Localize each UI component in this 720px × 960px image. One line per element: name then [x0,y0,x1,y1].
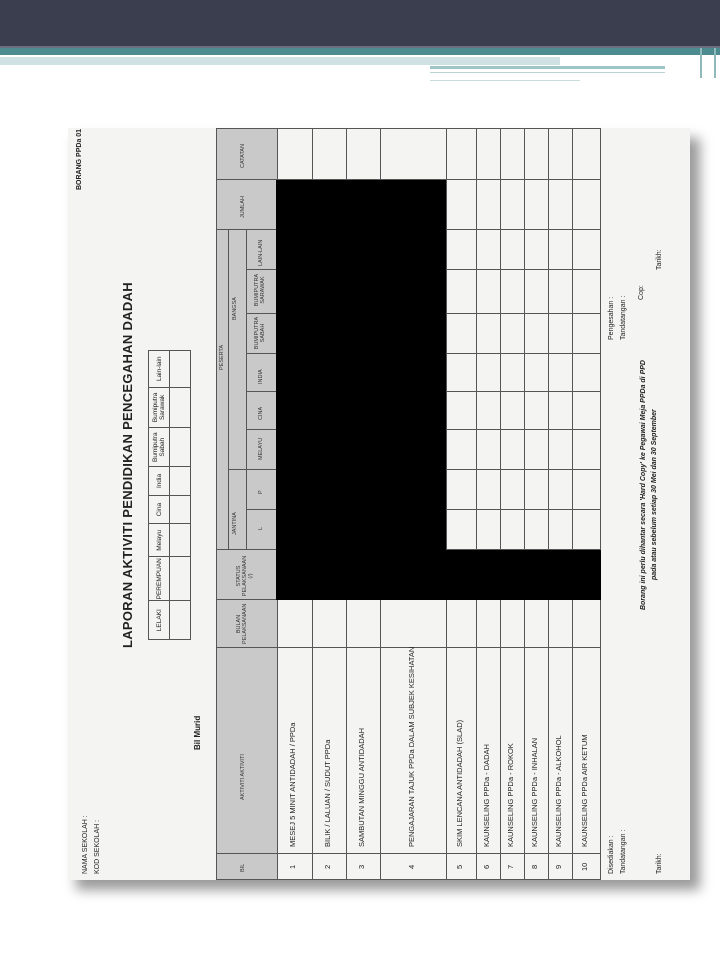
row-label: KAUNSELING PPDa - ALKOHOL [554,735,563,847]
col-jantina-header: JANTINA [232,512,238,535]
row-label: KAUNSELING PPDa - DADAH [482,744,491,847]
col-l-header: L [258,526,264,530]
slide-header-bar [0,0,720,46]
col-cina-header: CINA [258,406,264,420]
slide-header-accent-light [0,57,560,65]
cina-header: Cina [149,495,170,524]
date-right-label: Tarikh: [656,249,663,270]
col-status-header: STATUS PELAKSANAAN (/) [236,555,254,597]
col-bumiputra-sarawak-header: BUMIPUTRA SARAWAK [254,273,266,307]
row-number: 6 [482,864,491,869]
prepared-by-label: Disediakan : [608,835,615,874]
col-peserta-header: PESERTA [219,344,225,370]
col-aktiviti-header: AKTIVITI AKTIVITI [240,754,246,800]
table-header-band [216,128,278,880]
row-label: PENGAJARAN TAJUK PPDa DALAM SUBJEK KESIHATAN [407,646,416,847]
table-row [548,128,573,879]
student-count-table [148,350,191,640]
school-code-label: KOD SEKOLAH : [94,819,101,874]
slide-header-accent [0,48,720,55]
row-number: 1 [288,864,297,869]
row-label: BILIK / LALUAN / SUDUT PPDa [323,739,332,847]
col-jumlah-header: JUMLAH [240,195,246,218]
row-number: 2 [323,864,332,869]
form-title: LAPORAN AKTIVITI PENDIDIKAN PENCEGAHAN DADAH [120,282,135,648]
table-row [524,128,549,879]
scanned-form-page [68,128,690,880]
col-bangsa-header: BANGSA [232,297,238,320]
signature-left-label: Tandatangan : [620,829,627,874]
stamp-label: Cop: [638,285,645,300]
india-header: India [149,467,170,496]
slide-side-ornament [700,48,716,78]
col-p-header: P [258,490,264,494]
table-row [446,128,477,879]
table-row [572,128,601,879]
row-number: 10 [580,862,589,871]
bil-murid-label: Bil Murid [193,715,202,750]
table-row [500,128,525,879]
row-label: MESEJ 5 MINIT ANTIDADAH / PPDa [288,722,297,847]
col-india-header: INDIA [258,369,264,384]
col-catatan-header: CATATAN [240,143,246,168]
footnote-line-2: pada atau sebelum setiap 30 Mei dan 30 September [651,409,658,580]
row-label: KAUNSELING PPDa AIR KETUM [580,734,589,847]
col-bil-header: BIL [240,863,246,872]
lain-lain-header: Lain-lain [149,351,170,388]
signature-right-label: Tandatangan : [620,295,627,340]
row-number: 3 [357,864,366,869]
row-label: KAUNSELING PPDa - INHALAN [530,737,539,847]
footnote-line-1: Borang ini perlu dihantar secara 'Hard Copy' ke Pegawai Meja PPDa di PPD [640,360,647,610]
row-number: 4 [407,864,416,869]
rotated-form [68,128,690,880]
row-number: 7 [506,864,515,869]
activity-table-area [216,128,601,880]
table-row [476,128,501,879]
slide-header-rule-short [430,80,580,81]
slide-header-rule [430,66,665,69]
row-number: 5 [455,864,464,869]
bumiputra-sabah-header: Bumiputra Sabah [149,428,170,467]
row-label: SKIM LENCANA ANTIDADAH (SLAD) [455,719,464,847]
col-bumiputra-sabah-header: BUMIPUTRA SABAH [254,316,266,350]
redacted-block-lower [446,550,601,600]
slide-header-rule-thin [430,72,665,73]
date-left-label: Tarikh: [656,853,663,874]
row-number: 8 [530,864,539,869]
school-name-label: NAMA SEKOLAH : [82,815,89,874]
bumiputra-sarawak-header: Bumiputra Sarawak [149,387,170,428]
redacted-block-upper [276,180,446,600]
row-number: 9 [554,864,563,869]
col-melayu-header: MELAYU [258,437,264,460]
lelaki-header: LELAKI [149,601,170,640]
col-lain-header: LAIN-LAIN [258,239,264,266]
verification-label: Pengesahan : [608,296,615,340]
row-label: KAUNSELING PPDa - ROKOK [506,743,515,847]
row-label: SAMBUTAN MINGGU ANTIDADAH [357,727,366,847]
form-code: BORANG PPDa 01 [76,128,83,190]
col-bulan-header: BULAN PELAKSANAAN [236,603,248,644]
melayu-header: Melayu [149,524,170,557]
perempuan-header: PEREMPUAN [149,557,170,601]
